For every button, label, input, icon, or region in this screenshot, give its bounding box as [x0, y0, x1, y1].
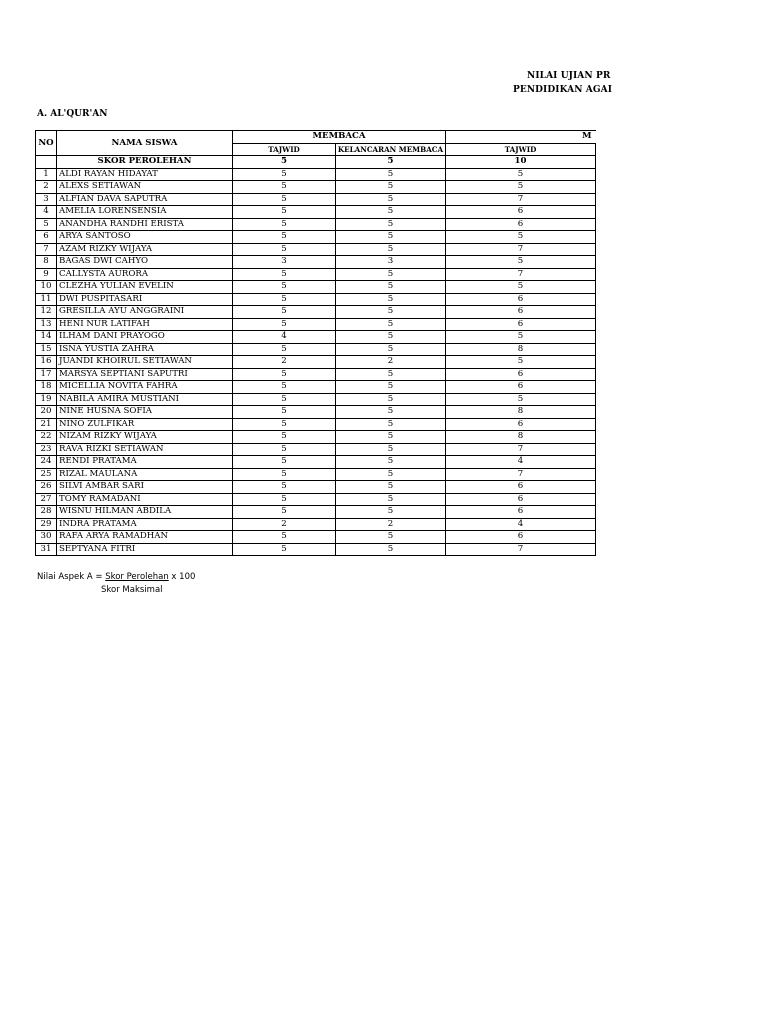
score-tajwid-2: 6: [446, 293, 596, 306]
student-name: AMELIA LORENSENSIA: [57, 206, 233, 219]
table-row: [36, 531, 596, 544]
table-row: [36, 518, 596, 531]
score-tajwid: 5: [233, 406, 336, 419]
table-row: [36, 481, 596, 494]
table-row: [36, 268, 596, 281]
score-tajwid: 5: [233, 456, 336, 469]
score-kelancaran: 5: [336, 218, 446, 231]
score-tajwid-2: 6: [446, 493, 596, 506]
student-name: GRESILLA AYU ANGGRAINI: [57, 306, 233, 319]
score-tajwid: 5: [233, 481, 336, 494]
table-row: [36, 506, 596, 519]
score-tajwid-2: 6: [446, 206, 596, 219]
score-tajwid-2: 5: [446, 393, 596, 406]
table-row: [36, 168, 596, 181]
score-kelancaran: 5: [336, 181, 446, 194]
row-number: 26: [36, 481, 57, 494]
table-row: [36, 368, 596, 381]
row-number: 18: [36, 381, 57, 394]
row-number: 5: [36, 218, 57, 231]
score-tajwid: 5: [233, 468, 336, 481]
row-number: 20: [36, 406, 57, 419]
score-tajwid-2: 6: [446, 481, 596, 494]
score-kelancaran: 5: [336, 531, 446, 544]
header-no: NO: [36, 131, 57, 156]
formula-prefix: Nilai Aspek A =: [37, 572, 106, 582]
table-row: [36, 256, 596, 269]
score-tajwid-2: 6: [446, 531, 596, 544]
row-number: 11: [36, 293, 57, 306]
section-label: A. AL'QUR'AN: [37, 109, 108, 119]
score-kelancaran: 5: [336, 281, 446, 294]
document-title-line1: NILAI UJIAN PR: [527, 71, 611, 81]
student-name: NINO ZULFIKAR: [57, 418, 233, 431]
score-kelancaran: 5: [336, 431, 446, 444]
document-title-line2: PENDIDIKAN AGAI: [513, 85, 613, 95]
row-number: 19: [36, 393, 57, 406]
student-name: WISNU HILMAN ABDILA: [57, 506, 233, 519]
row-number: 22: [36, 431, 57, 444]
header-tajwid: TAJWID: [233, 143, 336, 156]
student-name: RIZAL MAULANA: [57, 468, 233, 481]
score-tajwid: 5: [233, 418, 336, 431]
student-name: NABILA AMIRA MUSTIANI: [57, 393, 233, 406]
student-name: RAFA ARYA RAMADHAN: [57, 531, 233, 544]
row-number: 8: [36, 256, 57, 269]
row-number: 6: [36, 231, 57, 244]
score-kelancaran: 5: [336, 443, 446, 456]
score-kelancaran: 5: [336, 406, 446, 419]
row-number: 30: [36, 531, 57, 544]
table-row: [36, 456, 596, 469]
score-tajwid-2: 7: [446, 268, 596, 281]
grades-table: [35, 130, 596, 556]
score-tajwid-2: 5: [446, 168, 596, 181]
table-row: [36, 356, 596, 369]
header-group-second: M: [446, 131, 596, 144]
score-tajwid: 5: [233, 268, 336, 281]
skor-value-tajwid: 5: [233, 156, 336, 169]
student-name: TOMY RAMADANI: [57, 493, 233, 506]
score-tajwid-2: 7: [446, 543, 596, 556]
score-tajwid-2: 6: [446, 218, 596, 231]
student-name: DWI PUSPITASARI: [57, 293, 233, 306]
score-tajwid: 5: [233, 443, 336, 456]
student-name: INDRA PRATAMA: [57, 518, 233, 531]
table-row: [36, 493, 596, 506]
score-tajwid-2: 6: [446, 381, 596, 394]
score-tajwid-2: 4: [446, 456, 596, 469]
score-tajwid-2: 7: [446, 443, 596, 456]
score-tajwid: 5: [233, 293, 336, 306]
score-tajwid-2: 6: [446, 368, 596, 381]
header-nama-siswa: NAMA SISWA: [57, 131, 233, 156]
row-number: 16: [36, 356, 57, 369]
row-number: 25: [36, 468, 57, 481]
score-kelancaran: 3: [336, 256, 446, 269]
student-name: BAGAS DWI CAHYO: [57, 256, 233, 269]
score-tajwid-2: 6: [446, 418, 596, 431]
score-tajwid: 5: [233, 506, 336, 519]
row-number: 7: [36, 243, 57, 256]
score-tajwid: 2: [233, 518, 336, 531]
student-name: SEPTYANA FITRI: [57, 543, 233, 556]
student-name: RAVA RIZKI SETIAWAN: [57, 443, 233, 456]
score-kelancaran: 5: [336, 418, 446, 431]
score-tajwid-2: 8: [446, 431, 596, 444]
row-number: 28: [36, 506, 57, 519]
score-tajwid-2: 6: [446, 318, 596, 331]
row-number: 31: [36, 543, 57, 556]
score-tajwid: 5: [233, 431, 336, 444]
student-name: JUANDI KHOIRUL SETIAWAN: [57, 356, 233, 369]
student-name: ALFIAN DAVA SAPUTRA: [57, 193, 233, 206]
student-name: HENI NUR LATIFAH: [57, 318, 233, 331]
score-tajwid: 5: [233, 218, 336, 231]
header-group-membaca: MEMBACA: [233, 131, 446, 144]
score-kelancaran: 5: [336, 468, 446, 481]
student-name: NINE HUSNA SOFIA: [57, 406, 233, 419]
student-name: ALEXS SETIAWAN: [57, 181, 233, 194]
row-number: 24: [36, 456, 57, 469]
score-tajwid: 5: [233, 306, 336, 319]
skor-perolehan-row: [36, 156, 596, 169]
formula-line: [37, 572, 195, 582]
score-tajwid: 5: [233, 243, 336, 256]
score-kelancaran: 2: [336, 518, 446, 531]
score-tajwid: 5: [233, 368, 336, 381]
formula-denominator: Skor Maksimal: [101, 585, 163, 595]
score-tajwid-2: 7: [446, 468, 596, 481]
student-name: ISNA YUSTIA ZAHRA: [57, 343, 233, 356]
score-tajwid: 5: [233, 206, 336, 219]
table-row: [36, 281, 596, 294]
table-row: [36, 293, 596, 306]
student-name: ARYA SANTOSO: [57, 231, 233, 244]
header-tajwid-2: TAJWID: [446, 143, 596, 156]
table-row: [36, 193, 596, 206]
table-row: [36, 318, 596, 331]
score-tajwid-2: 5: [446, 256, 596, 269]
student-name: MARSYA SEPTIANI SAPUTRI: [57, 368, 233, 381]
score-kelancaran: 5: [336, 481, 446, 494]
table-row: [36, 381, 596, 394]
student-name: CLEZHA YULIAN EVELIN: [57, 281, 233, 294]
row-number: 4: [36, 206, 57, 219]
student-name: RENDI PRATAMA: [57, 456, 233, 469]
score-kelancaran: 5: [336, 318, 446, 331]
score-kelancaran: 5: [336, 293, 446, 306]
score-tajwid-2: 5: [446, 181, 596, 194]
row-number: 12: [36, 306, 57, 319]
skor-value-tajwid-2: 10: [446, 156, 596, 169]
score-kelancaran: 5: [336, 456, 446, 469]
score-kelancaran: 5: [336, 331, 446, 344]
table-row: [36, 468, 596, 481]
row-number: 13: [36, 318, 57, 331]
score-kelancaran: 5: [336, 506, 446, 519]
student-name: SILVI AMBAR SARI: [57, 481, 233, 494]
table-row: [36, 243, 596, 256]
score-kelancaran: 5: [336, 168, 446, 181]
table-row: [36, 418, 596, 431]
table-row: [36, 406, 596, 419]
skor-value-kelancaran: 5: [336, 156, 446, 169]
score-kelancaran: 5: [336, 231, 446, 244]
score-tajwid: 5: [233, 168, 336, 181]
student-name: ANANDHA RANDHI ERISTA: [57, 218, 233, 231]
row-number: 17: [36, 368, 57, 381]
row-number: 14: [36, 331, 57, 344]
table-row: [36, 443, 596, 456]
student-name: CALLYSTA AURORA: [57, 268, 233, 281]
score-tajwid-2: 7: [446, 193, 596, 206]
score-kelancaran: 5: [336, 306, 446, 319]
score-tajwid-2: 8: [446, 343, 596, 356]
score-kelancaran: 5: [336, 343, 446, 356]
row-number: 2: [36, 181, 57, 194]
row-number: 9: [36, 268, 57, 281]
table-row: [36, 343, 596, 356]
score-tajwid: 5: [233, 231, 336, 244]
score-kelancaran: 5: [336, 268, 446, 281]
row-number: 21: [36, 418, 57, 431]
student-name: AZAM RIZKY WIJAYA: [57, 243, 233, 256]
score-tajwid: 5: [233, 493, 336, 506]
score-kelancaran: 5: [336, 193, 446, 206]
score-tajwid-2: 5: [446, 231, 596, 244]
score-tajwid: 5: [233, 281, 336, 294]
row-number: 23: [36, 443, 57, 456]
table-row: [36, 431, 596, 444]
row-number: 29: [36, 518, 57, 531]
score-tajwid: 5: [233, 343, 336, 356]
score-tajwid-2: 4: [446, 518, 596, 531]
student-name: MICELLIA NOVITA FAHRA: [57, 381, 233, 394]
score-tajwid: 5: [233, 393, 336, 406]
table-row: [36, 393, 596, 406]
row-number: 3: [36, 193, 57, 206]
score-kelancaran: 5: [336, 543, 446, 556]
skor-perolehan-label: SKOR PEROLEHAN: [57, 156, 233, 169]
score-tajwid: 5: [233, 543, 336, 556]
score-kelancaran: 5: [336, 393, 446, 406]
score-tajwid-2: 7: [446, 243, 596, 256]
score-tajwid: 5: [233, 531, 336, 544]
score-tajwid: 5: [233, 381, 336, 394]
score-tajwid: 5: [233, 193, 336, 206]
formula-numerator: Skor Perolehan: [105, 572, 169, 582]
score-kelancaran: 5: [336, 368, 446, 381]
score-tajwid-2: 5: [446, 331, 596, 344]
table-row: [36, 206, 596, 219]
formula-suffix: x 100: [168, 572, 196, 582]
score-tajwid-2: 6: [446, 306, 596, 319]
row-number: 27: [36, 493, 57, 506]
score-tajwid: 4: [233, 331, 336, 344]
table-row: [36, 543, 596, 556]
table-row: [36, 231, 596, 244]
score-kelancaran: 5: [336, 381, 446, 394]
student-name: ILHAM DANI PRAYOGO: [57, 331, 233, 344]
student-name: ALDI RAYAN HIDAYAT: [57, 168, 233, 181]
score-kelancaran: 5: [336, 243, 446, 256]
score-tajwid-2: 8: [446, 406, 596, 419]
score-tajwid: 5: [233, 181, 336, 194]
score-kelancaran: 5: [336, 493, 446, 506]
score-tajwid: 2: [233, 356, 336, 369]
table-row: [36, 218, 596, 231]
table-row: [36, 331, 596, 344]
table-row: [36, 181, 596, 194]
header-kelancaran-membaca: KELANCARAN MEMBACA: [336, 143, 446, 156]
score-tajwid-2: 5: [446, 281, 596, 294]
table-row: [36, 306, 596, 319]
score-kelancaran: 2: [336, 356, 446, 369]
score-tajwid: 3: [233, 256, 336, 269]
student-name: NIZAM RIZKY WIJAYA: [57, 431, 233, 444]
score-tajwid-2: 5: [446, 356, 596, 369]
score-tajwid: 5: [233, 318, 336, 331]
row-number: 1: [36, 168, 57, 181]
score-kelancaran: 5: [336, 206, 446, 219]
score-tajwid-2: 6: [446, 506, 596, 519]
row-number: 15: [36, 343, 57, 356]
row-number: 10: [36, 281, 57, 294]
